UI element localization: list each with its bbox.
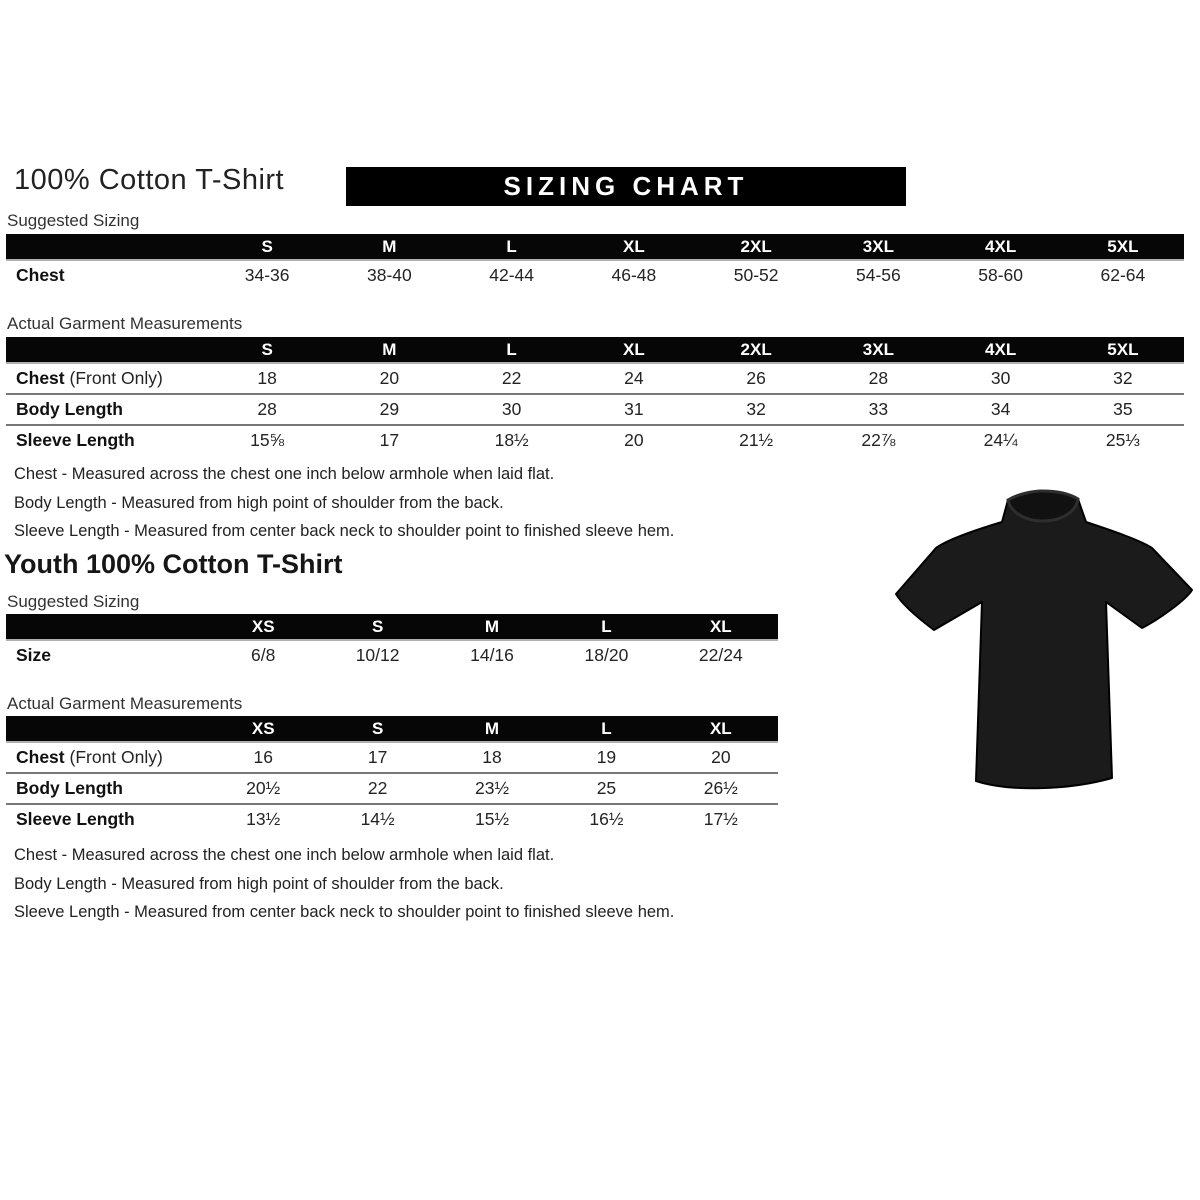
measurement-value: 25⅓: [1105, 430, 1140, 450]
measurement-label: Size: [16, 645, 52, 665]
measurement-value: 30: [501, 399, 522, 419]
measurement-value: 17: [379, 430, 400, 450]
size-column-header: XS: [251, 718, 275, 738]
measurement-row: [6, 741, 778, 772]
measurement-value: 22: [501, 368, 522, 388]
adult-suggested-sizing-table: [6, 234, 1184, 290]
youth-suggested-sizing-table: [6, 614, 778, 670]
youth-section-title: Youth 100% Cotton T-Shirt: [4, 549, 343, 579]
measurement-row: [6, 393, 1184, 424]
size-column-header: M: [484, 616, 500, 636]
tshirt-body-shape: [896, 491, 1192, 788]
measurement-value: 24: [624, 368, 644, 388]
measurement-value: 20½: [246, 778, 281, 798]
note-chest: Chest - Measured across the chest one inch below armhole when laid flat.: [14, 465, 555, 483]
measurement-row: [6, 424, 1184, 455]
measurement-value: 14/16: [470, 645, 514, 665]
measurement-value: 15⅝: [250, 430, 285, 450]
measurement-label: Sleeve Length: [16, 430, 135, 450]
measurement-value: 26½: [703, 778, 738, 798]
measurement-row: [6, 362, 1184, 393]
measurement-value: 18½: [494, 430, 529, 450]
measurement-value: 31: [624, 399, 644, 419]
size-column-header: 2XL: [740, 339, 772, 359]
size-column-header: XL: [709, 718, 732, 738]
measurement-row: [6, 803, 778, 834]
size-column-header: 4XL: [985, 236, 1017, 256]
size-header-row: [6, 716, 778, 741]
size-column-header: L: [506, 236, 517, 256]
measurement-value: 17: [367, 747, 388, 767]
measurement-value: 46-48: [611, 265, 657, 285]
measurement-value: 19: [596, 747, 617, 767]
youth-suggested-sizing-label: Suggested Sizing: [7, 592, 140, 611]
page-title: 100% Cotton T-Shirt: [14, 164, 285, 196]
sizing-chart-banner-label: SIZING CHART: [503, 171, 749, 201]
measurement-label: Body Length: [16, 778, 123, 798]
measurement-label: Sleeve Length: [16, 809, 135, 829]
measurement-value: 21½: [739, 430, 774, 450]
measurement-value: 30: [990, 368, 1011, 388]
note-chest: Chest - Measured across the chest one inch below armhole when laid flat.: [14, 846, 555, 864]
measurement-value: 50-52: [733, 265, 779, 285]
size-column-header: L: [601, 718, 612, 738]
note-body-length: Body Length - Measured from high point of shoulder from the back.: [14, 493, 504, 512]
size-column-header: 3XL: [862, 339, 894, 359]
size-column-header: M: [484, 718, 500, 738]
measurement-value: 23½: [474, 778, 510, 798]
adult-actual-measurements-table: [6, 337, 1184, 455]
measurement-value: 38-40: [366, 265, 412, 285]
measurement-value: 6/8: [251, 645, 276, 665]
size-column-header: 5XL: [1107, 339, 1139, 359]
measurement-value: 22/24: [698, 645, 743, 665]
size-column-header: XL: [623, 339, 645, 359]
size-column-header: M: [382, 339, 397, 359]
measurement-value: 14½: [360, 809, 395, 829]
note-body-length: Body Length - Measured from high point of shoulder from the back.: [14, 874, 504, 893]
size-column-header: XS: [251, 616, 275, 636]
size-header-row: [6, 337, 1184, 362]
measurement-row: [6, 259, 1184, 290]
size-column-header: S: [261, 339, 273, 359]
measurement-value: 35: [1113, 399, 1133, 419]
size-header-row: [6, 234, 1184, 259]
size-header-row: [6, 614, 778, 639]
measurement-value: 16½: [589, 809, 624, 829]
size-column-header: S: [371, 616, 384, 636]
measurement-value: 22: [367, 778, 388, 798]
measurement-label: Body Length: [16, 399, 123, 419]
measurement-value: 32: [746, 399, 766, 419]
measurement-value: 26: [746, 368, 766, 388]
measurement-label: Chest (Front Only): [16, 747, 163, 767]
note-sleeve-length: Sleeve Length - Measured from center back neck to shoulder point to finished sleeve hem.: [14, 522, 675, 540]
measurement-value: 34: [990, 399, 1011, 419]
size-column-header: XL: [709, 616, 732, 636]
adult-suggested-sizing-label: Suggested Sizing: [7, 211, 140, 230]
black-tshirt-photo: [890, 478, 1198, 810]
measurement-value: 17½: [703, 809, 738, 829]
measurement-value: 33: [868, 399, 889, 419]
measurement-label: Chest (Front Only): [16, 368, 163, 388]
measurement-value: 58-60: [978, 265, 1023, 285]
adult-measurement-notes: [14, 460, 674, 546]
tshirt-illustration: [890, 478, 1198, 810]
measurement-value: 34-36: [244, 265, 290, 285]
size-column-header: XL: [623, 236, 645, 256]
note-sleeve-length: Sleeve Length - Measured from center back neck to shoulder point to finished sleeve hem.: [14, 903, 675, 921]
measurement-value: 10/12: [355, 645, 400, 665]
size-column-header: 4XL: [985, 339, 1017, 359]
measurement-value: 13½: [246, 809, 281, 829]
size-column-header: 2XL: [740, 236, 772, 256]
measurement-value: 42-44: [489, 265, 534, 285]
size-column-header: L: [601, 616, 612, 636]
size-column-header: S: [371, 718, 384, 738]
youth-actual-measurements-table: [6, 716, 778, 834]
measurement-value: 15½: [474, 809, 510, 829]
measurement-value: 20: [711, 747, 731, 767]
size-column-header: S: [261, 236, 273, 256]
measurement-value: 62-64: [1100, 265, 1146, 285]
youth-measurement-notes: [14, 841, 674, 927]
size-column-header: 3XL: [862, 236, 894, 256]
measurement-value: 16: [253, 747, 273, 767]
measurement-value: 28: [257, 399, 277, 419]
size-column-header: 5XL: [1107, 236, 1139, 256]
adult-actual-measurements-label: Actual Garment Measurements: [7, 314, 243, 333]
measurement-value: 24¼: [983, 430, 1018, 450]
measurement-value: 20: [379, 368, 400, 388]
measurement-value: 54-56: [855, 265, 901, 285]
size-column-header: M: [382, 236, 397, 256]
measurement-value: 22⅞: [861, 430, 896, 450]
measurement-label: Chest: [16, 265, 65, 285]
measurement-value: 28: [868, 368, 889, 388]
measurement-value: 25: [596, 778, 617, 798]
measurement-value: 32: [1113, 368, 1133, 388]
measurement-value: 20: [624, 430, 644, 450]
measurement-row: [6, 772, 778, 803]
measurement-value: 29: [379, 399, 400, 419]
measurement-value: 18: [257, 368, 277, 388]
measurement-row: [6, 639, 778, 670]
sizing-chart-banner: [346, 167, 906, 206]
measurement-value: 18/20: [584, 645, 629, 665]
size-column-header: L: [506, 339, 517, 359]
youth-actual-measurements-label: Actual Garment Measurements: [7, 694, 243, 713]
measurement-value: 18: [482, 747, 502, 767]
